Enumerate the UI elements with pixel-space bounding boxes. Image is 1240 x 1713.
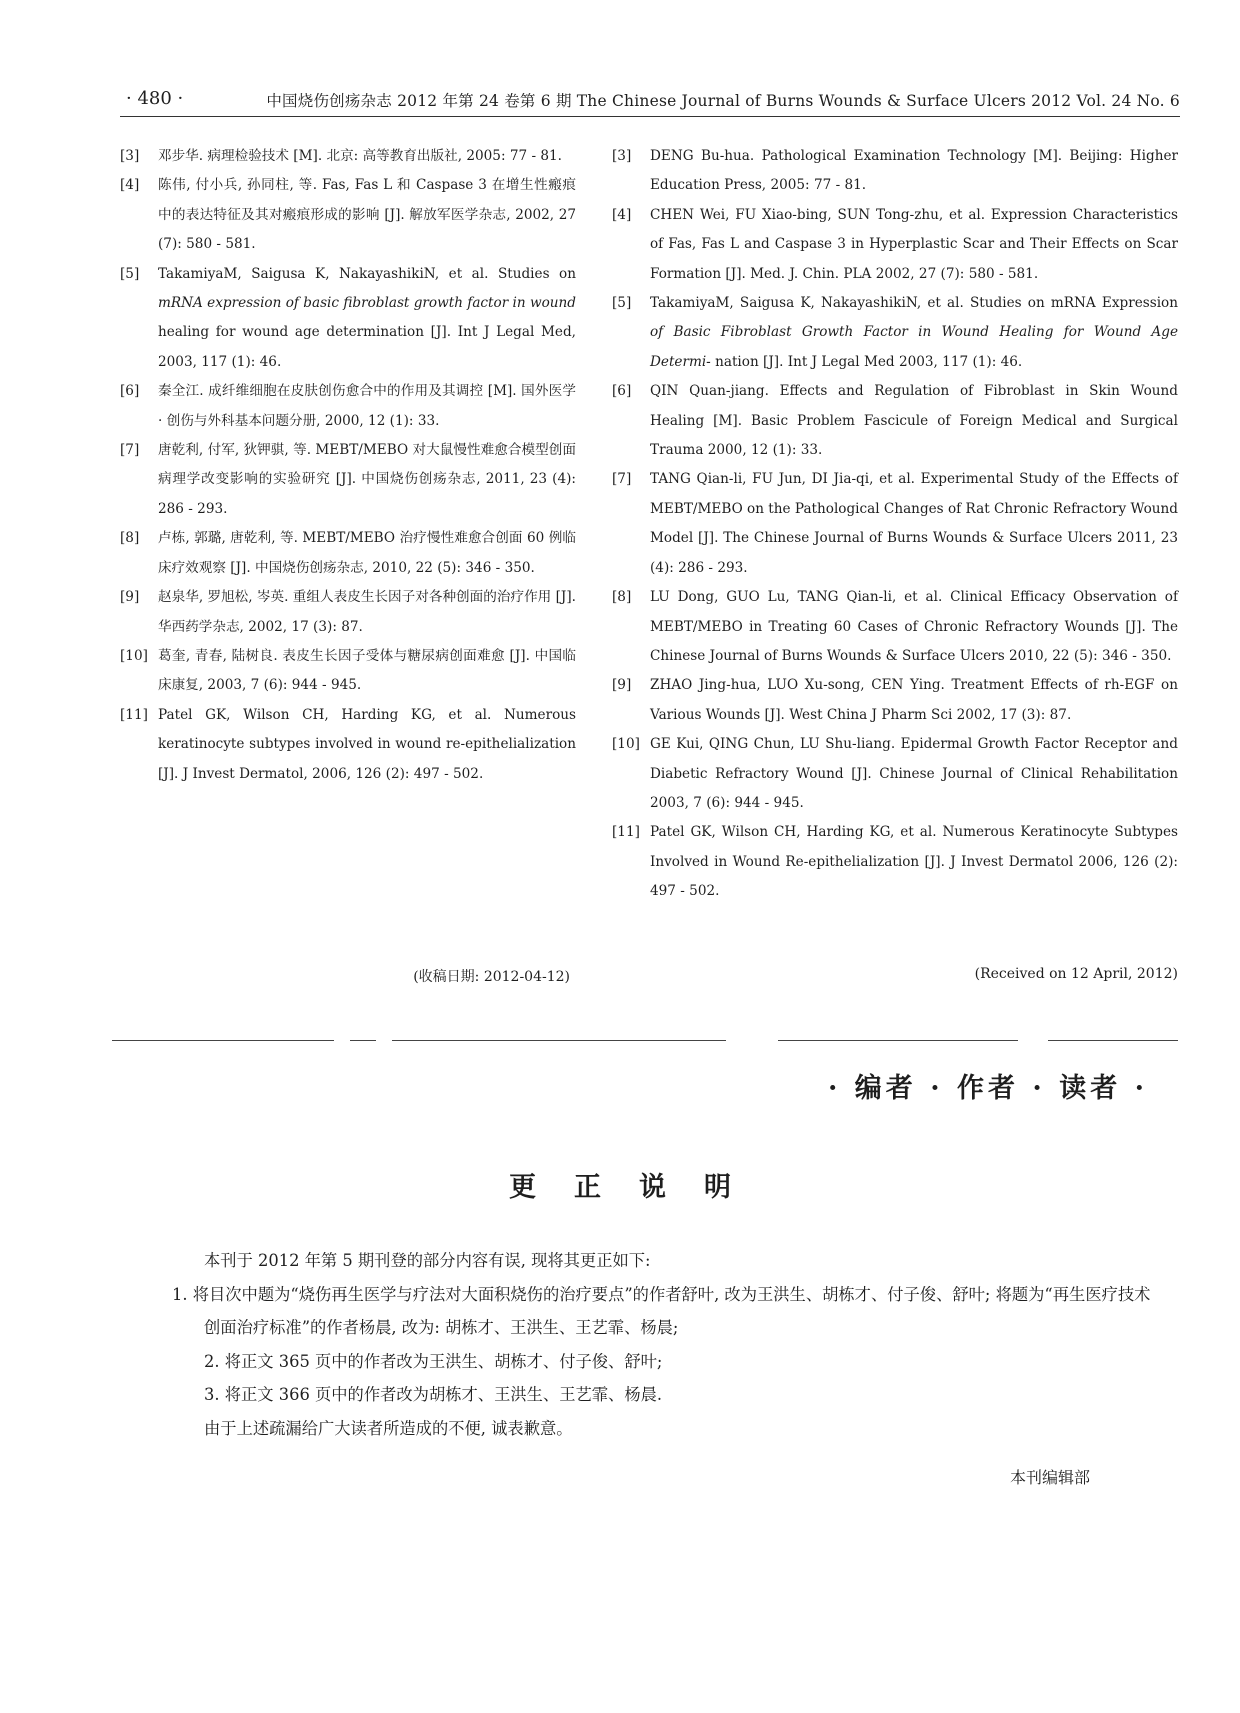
reference-number: [7] [120,442,140,459]
section-tag: · 编者 · 作者 · 读者 · [828,1073,1148,1104]
reference-item [612,142,1178,201]
reference-item [120,642,576,701]
reference-text: LU Dong, GUO Lu, TANG Qian-li, et al. Clinical Efficacy Observation of MEBT/MEBO in Treating 60 Cases of Chronic Refractory Wounds [J]. The Chinese Journal of Burns Wounds & Surface Ulcers 2010, 22 (5): 346 - 350. [650,589,1178,664]
reference-number: [5] [612,295,632,312]
reference-number: [11] [120,706,148,723]
reference-item [612,377,1178,465]
reference-item [612,818,1178,906]
notice-item: 3. 将正文 366 页中的作者改为胡栋才、王洪生、王艺霏、杨晨. [204,1385,663,1405]
reference-text: 葛奎, 青春, 陆树良. 表皮生长因子受体与糖尿病创面难愈 [J]. 中国临床康复, 2003, 7 (6): 944 - 945. [158,647,576,694]
reference-text: Patel GK, Wilson CH, Harding KG, et al. Numerous keratinocyte subtypes involved in wound re-epithelialization [J]. J Invest Dermatol, 2006, 126 (2): 497 - 502. [158,706,576,782]
reference-item [612,730,1178,818]
reference-text: GE Kui, QING Chun, LU Shu-liang. Epidermal Growth Factor Receptor and Diabetic Refractory Wound [J]. Chinese Journal of Clinical Rehabilitation 2003, 7 (6): 944 - 945. [650,736,1178,811]
references-chinese [120,142,576,789]
reference-number: [10] [120,647,148,664]
reference-text: CHEN Wei, FU Xiao-bing, SUN Tong-zhu, et al. Expression Characteristics of Fas, Fas L and Caspase 3 in Hyperplastic Scar and Their Effects on Scar Formation [J]. Med. J. Chin. PLA 2002, 27 (7): 580 - 581. [650,206,1178,282]
reference-item [612,583,1178,671]
reference-item [120,377,576,436]
reference-number: [9] [120,589,140,606]
reference-item [612,201,1178,289]
reference-number: [9] [612,677,632,694]
reference-item [120,260,576,378]
page-number: · 480 · [126,88,184,109]
divider-line [778,1040,1018,1041]
reference-number: [3] [120,148,140,164]
reference-text: 邓步华. 病理检验技术 [M]. 北京: 高等教育出版社, 2005: 77 - 81. [158,148,563,164]
running-title: 中国烧伤创疡杂志 2012 年第 24 卷第 6 期 The Chinese Journal of Burns Wounds & Surface Ulcers 2012 Vol. 24 No. 6 [266,92,1180,110]
reference-number: [10] [612,736,640,753]
notice-apology: 由于上述疏漏给广大读者所造成的不便, 诚表歉意。 [204,1418,573,1438]
reference-item [120,142,576,171]
reference-item [120,701,576,789]
reference-text: 唐乾利, 付军, 狄钾骐, 等. MEBT/MEBO 对大鼠慢性难愈合模型创面病理学改变影响的实验研究 [J]. 中国烧伤创疡杂志, 2011, 23 (4): 286 - 293. [158,442,576,517]
divider-line [1048,1040,1178,1041]
reference-text: Patel GK, Wilson CH, Harding KG, et al. Numerous Keratinocyte Subtypes Involved in Wound Re-epithelialization [J]. J Invest Dermatol 2006, 126 (2): 497 - 502. [650,824,1178,900]
reference-text-post: nation [J]. Int J Legal Med 2003, 117 (1): 46. [710,353,1023,370]
running-header [120,80,1180,117]
reference-number: [4] [612,206,632,223]
divider-line [112,1040,334,1041]
reference-item [612,671,1178,730]
notice-item: 2. 将正文 365 页中的作者改为王洪生、胡栋才、付子俊、舒叶; [204,1351,663,1371]
notice-title: 更正说明 [509,1172,769,1203]
reference-item [612,289,1178,377]
reference-text-italic: of Basic Fibroblast Growth Factor in Wound Healing for Wound Age Determi- [650,324,1178,370]
reference-item [612,465,1178,583]
reference-number: [8] [120,530,140,547]
received-date-chinese: (收稿日期: 2012-04-12) [413,969,570,985]
reference-item [120,583,576,642]
reference-number: [7] [612,471,632,488]
references-english [612,142,1178,907]
reference-item [120,524,576,583]
reference-text-pre: TakamiyaM, Saigusa K, NakayashikiN, et al. Studies on [158,265,576,282]
received-date-english: (Received on 12 April, 2012) [974,966,1178,982]
reference-item [120,436,576,524]
divider-line [350,1040,376,1041]
notice-intro: 本刊于 2012 年第 5 期刊登的部分内容有误, 现将其更正如下: [204,1251,651,1270]
notice-item: 1. 将目次中题为“烧伤再生医学与疗法对大面积烧伤的治疗要点”的作者舒叶, 改为王洪生、胡栋才、付子俊、舒叶; 将题为“再生医疗技术创面治疗标准”的作者杨晨, 改为: 胡栋才、王洪生、王艺霏、杨晨; [172,1284,1151,1338]
reference-text-post: healing for wound age determination [J]. Int J Legal Med, 2003, 117 (1): 46. [158,324,576,370]
reference-text: DENG Bu-hua. Pathological Examination Technology [M]. Beijing: Higher Education Press, 2005: 77 - 81. [650,148,1178,194]
reference-text-pre: TakamiyaM, Saigusa K, NakayashikiN, et al. Studies on mRNA Expression [650,295,1178,312]
reference-text: 卢栋, 郭璐, 唐乾利, 等. MEBT/MEBO 治疗慢性难愈合创面 60 例临床疗效观察 [J]. 中国烧伤创疡杂志, 2010, 22 (5): 346 - 350. [158,530,576,576]
reference-text: 赵泉华, 罗旭松, 岑英. 重组人表皮生长因子对各种创面的治疗作用 [J]. 华西药学杂志, 2002, 17 (3): 87. [158,589,576,635]
reference-number: [4] [120,177,140,194]
reference-text: TANG Qian-li, FU Jun, DI Jia-qi, et al. Experimental Study of the Effects of MEBT/MEBO on the Pathological Changes of Rat Chronic Refractory Wound Model [J]. The Chinese Journal of Burns Wounds & Surface Ulcers 2011, 23 (4): 286 - 293. [650,471,1178,576]
reference-text-italic: mRNA expression of basic fibroblast growth factor in wound [158,295,576,312]
reference-text: 秦全江. 成纤维细胞在皮肤创伤愈合中的作用及其调控 [M]. 国外医学 · 创伤与外科基本问题分册, 2000, 12 (1): 33. [158,383,576,429]
divider-line [392,1040,726,1041]
correction-notice [172,1244,1162,1446]
reference-number: [6] [120,383,140,400]
reference-number: [5] [120,265,140,282]
reference-text: QIN Quan-jiang. Effects and Regulation of Fibroblast in Skin Wound Healing [M]. Basic Problem Fascicule of Foreign Medical and Surgical Trauma 2000, 12 (1): 33. [650,383,1178,459]
editorial-signature: 本刊编辑部 [1010,1468,1091,1487]
reference-text: ZHAO Jing-hua, LUO Xu-song, CEN Ying. Treatment Effects of rh-EGF on Various Wounds [J]. West China J Pharm Sci 2002, 17 (3): 87. [650,677,1178,723]
reference-item [120,171,576,259]
reference-number: [8] [612,589,632,606]
reference-number: [11] [612,824,640,841]
reference-number: [3] [612,148,632,164]
reference-number: [6] [612,383,632,400]
reference-text: 陈伟, 付小兵, 孙同柱, 等. Fas, Fas L 和 Caspase 3 在增生性瘢痕中的表达特征及其对瘢痕形成的影响 [J]. 解放军医学杂志, 2002, 27 (7): 580 - 581. [158,177,576,253]
